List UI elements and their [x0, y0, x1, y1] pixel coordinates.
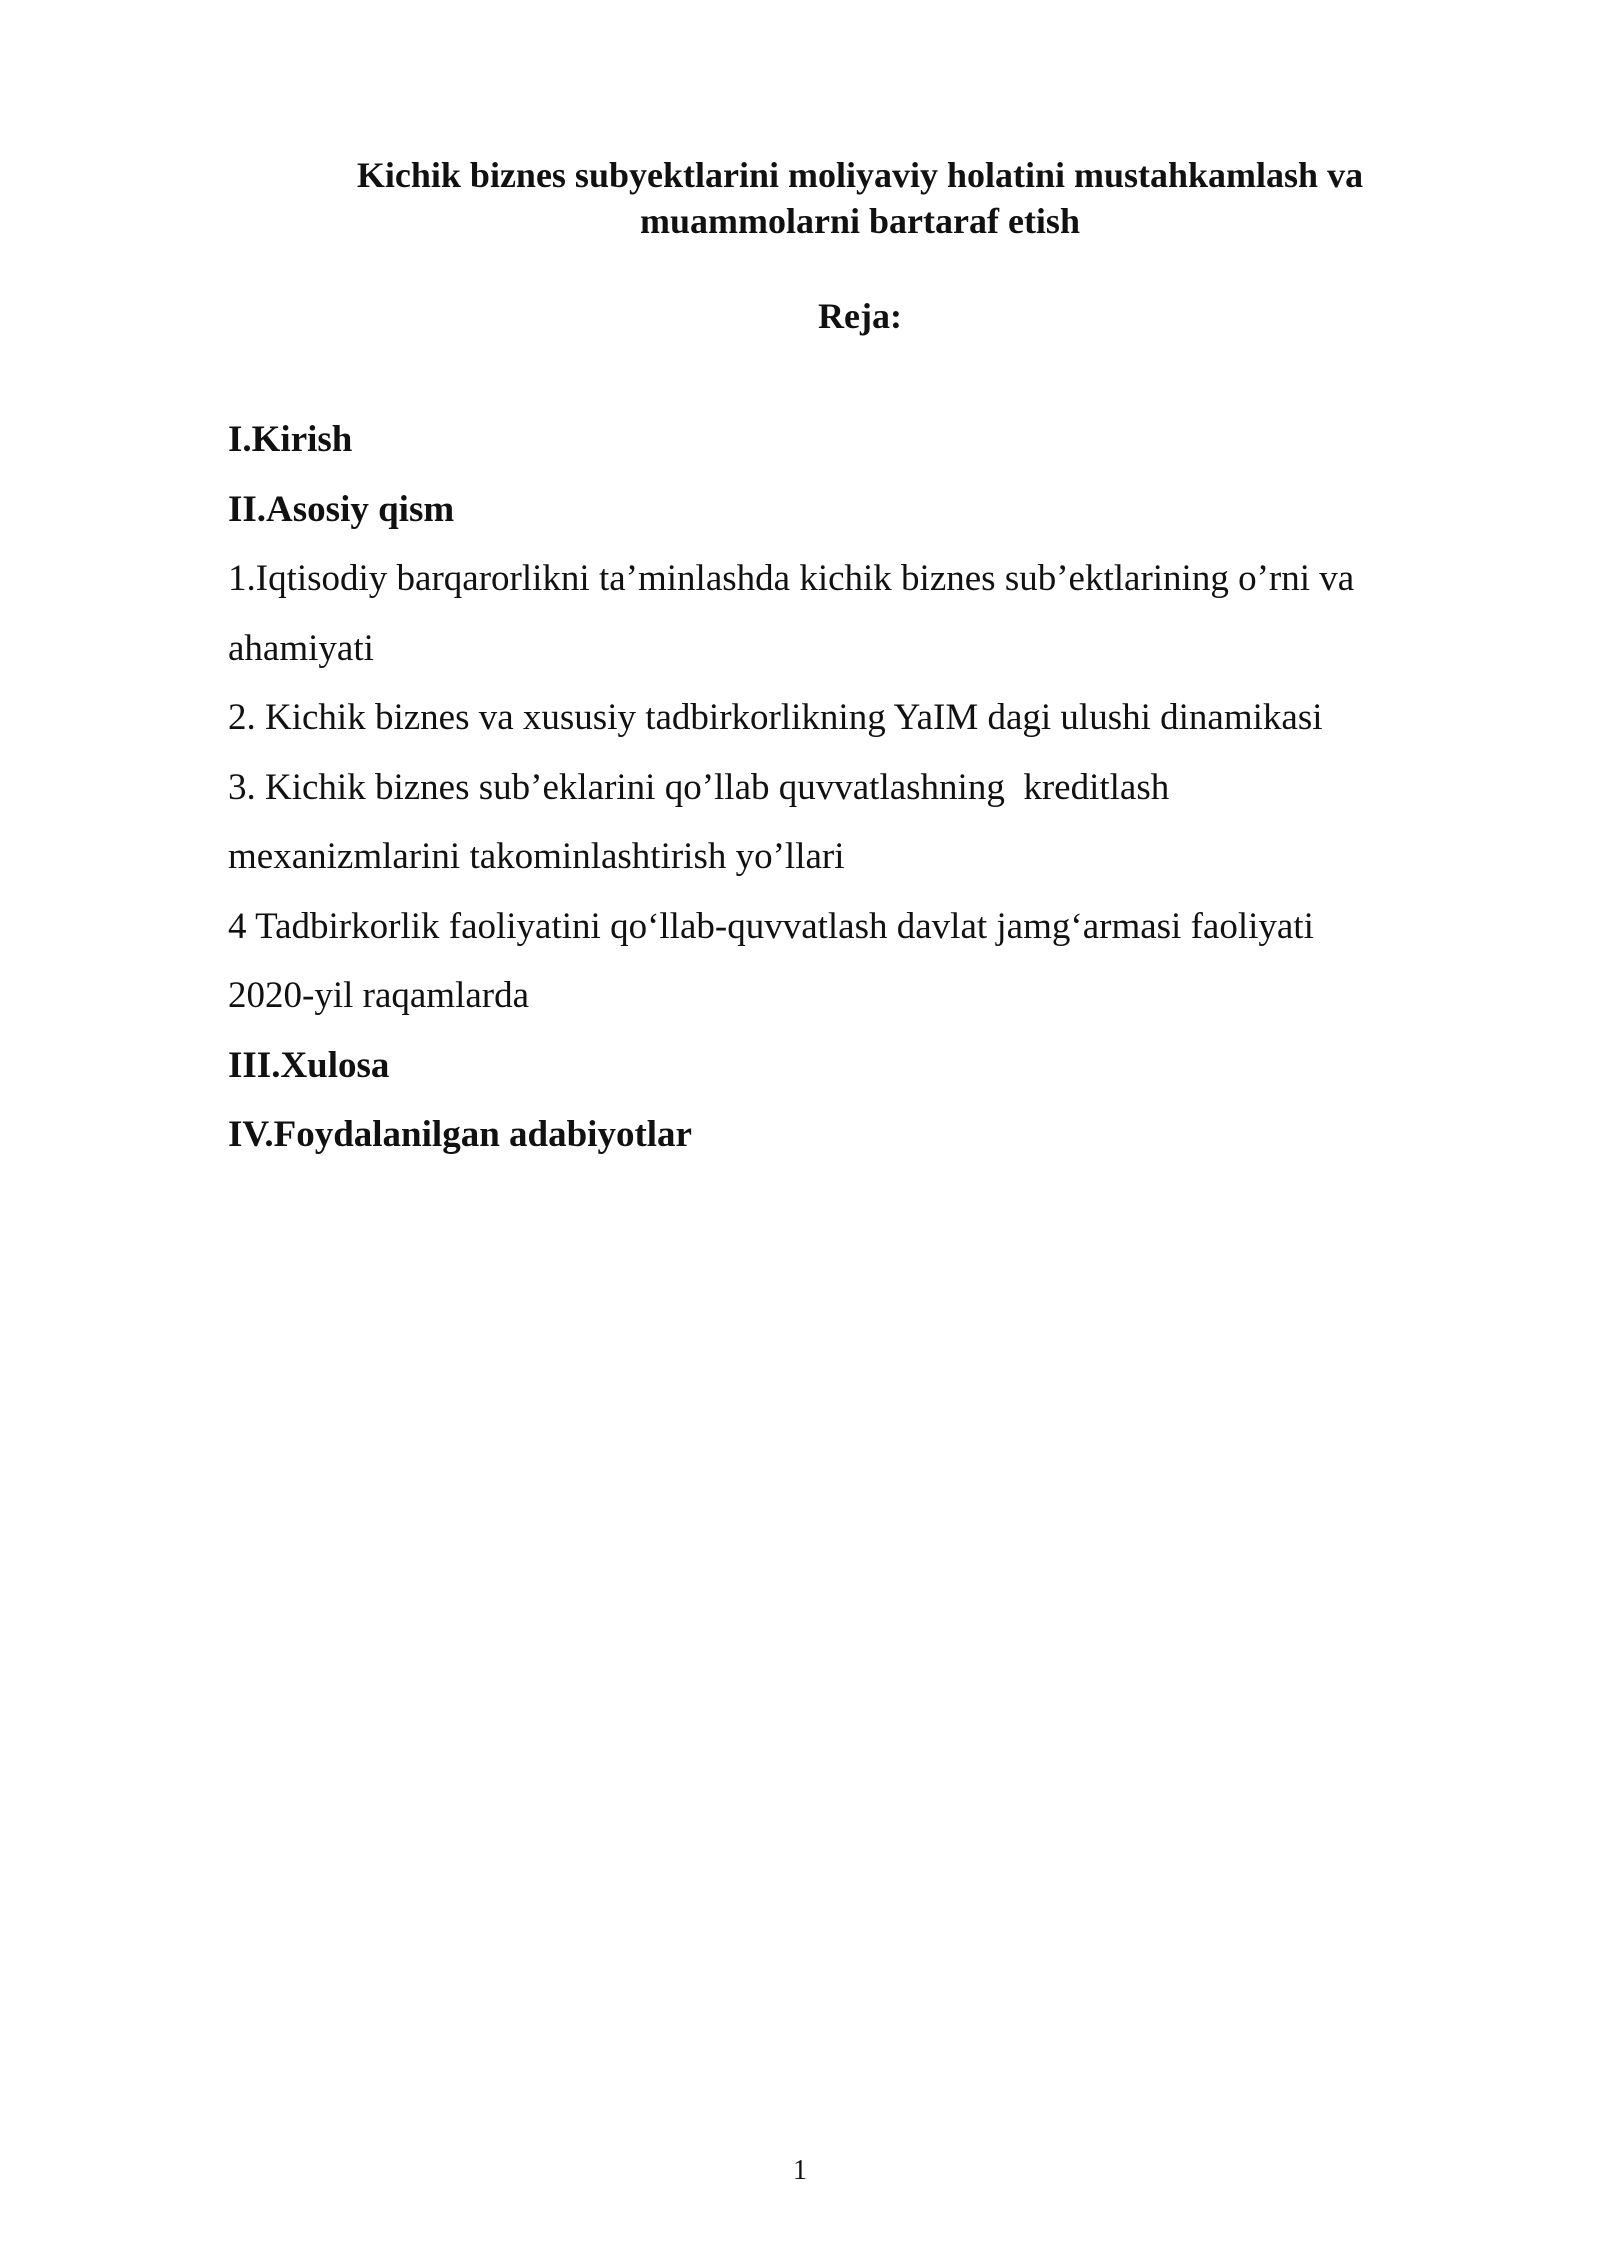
title-line-2: muammolarni bartaraf etish: [640, 201, 1080, 241]
outline-item-3-line-1: 3. Kichik biznes sub’eklarini qo’llab quvvatlashning kreditlash: [228, 766, 1170, 808]
plan-outline: [228, 405, 1478, 1170]
outline-item-main-part: II.Asosiy qism: [228, 488, 455, 530]
outline-item-1-line-2: ahamiyati: [228, 627, 374, 669]
plan-heading: Reja:: [818, 296, 902, 336]
outline-item-4-line-2: 2020-yil raqamlarda: [228, 975, 530, 1016]
outline-item-conclusion: III.Xulosa: [228, 1044, 390, 1086]
outline-item-4-line-1: 4 Tadbirkorlik faoliyatini qo‘llab-quvvatlash davlat jamg‘armasi faoliyati: [228, 905, 1314, 947]
outline-item-2: 2. Kichik biznes va xususiy tadbirkorlikning YaIM dagi ulushi dinamikasi: [228, 697, 1323, 738]
page-number: 1: [793, 2155, 807, 2186]
document-title: [270, 152, 1450, 244]
outline-item-intro: I.Kirish: [228, 419, 353, 460]
outline-item-references: IV.Foydalanilgan adabiyotlar: [228, 1114, 692, 1155]
outline-item-3-line-2: mexanizmlarini takominlashtirish yo’llari: [228, 836, 845, 877]
outline-item-1-line-1: 1.Iqtisodiy barqarorlikni ta’minlashda kichik biznes sub’ektlarining o’rni va: [228, 558, 1355, 599]
title-line-1: Kichik biznes subyektlarini moliyaviy holatini mustahkamlash va: [356, 155, 1364, 195]
